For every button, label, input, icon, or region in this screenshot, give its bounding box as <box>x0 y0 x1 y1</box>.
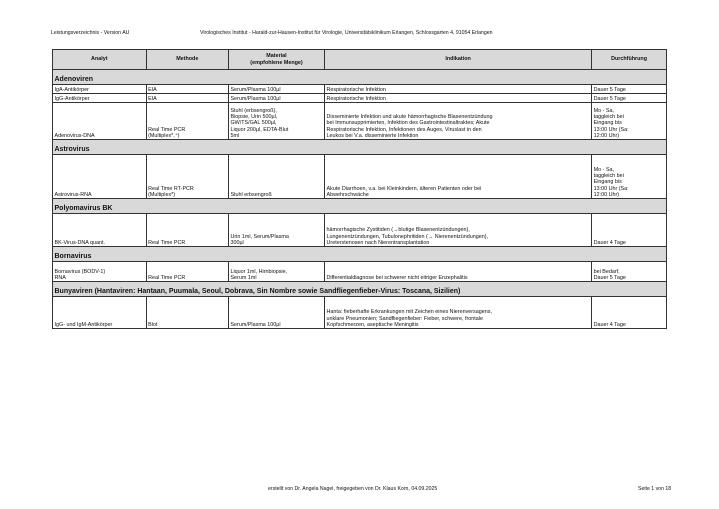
cell-durchfuehrung-line: bei Bedarf, <box>593 268 620 275</box>
cell-analyt-line: IgA-Antikörper <box>54 86 89 93</box>
cell-durchfuehrung <box>592 214 667 247</box>
cell-durchfuehrung-line: Eingang bis <box>593 179 622 186</box>
cell-indikation <box>325 85 592 94</box>
table-row <box>53 85 667 94</box>
section-title: Polyomavirus BK <box>53 199 667 214</box>
cell-methode-line: EIA <box>148 95 157 102</box>
services-table <box>52 49 667 329</box>
document-header-right: Virologisches Institut - Harald-zur-Hausen-Institut für Virologie, Universitätsklinikum Erlangen, Schlossgarten 4, 91054 Erlangen <box>200 30 493 36</box>
cell-indikation-line: Respiratorische Infektion <box>326 95 386 102</box>
cell-analyt-line: IgG-Antikörper <box>54 95 90 102</box>
column-header-material-line2: (empfohlene Menge) <box>250 59 303 66</box>
cell-material <box>228 94 324 103</box>
cell-material-line: Liquor 200µl, EDTA-Blut <box>230 126 289 133</box>
cell-indikation <box>325 94 592 103</box>
cell-analyt-line: Bornavirus (BODV-1) <box>54 268 106 275</box>
table-row <box>53 262 667 282</box>
section-header-row <box>53 282 667 297</box>
section-header-row <box>53 247 667 262</box>
cell-analyt <box>53 103 147 140</box>
cell-material <box>228 155 324 199</box>
cell-methode-line: (Multiplex*,⁺) <box>148 132 180 139</box>
cell-methode <box>146 262 228 282</box>
cell-material-line: Serum 1ml <box>230 274 257 281</box>
cell-material-line: Liquor 1ml, Hirnbiopsie, <box>230 268 288 275</box>
cell-material <box>228 214 324 247</box>
section-title: Adenoviren <box>53 70 667 85</box>
cell-material-line: Urin 1ml, Serum/Plasma <box>230 233 289 240</box>
cell-indikation-line: Differentialdiagnose bei schwerer nicht eitriger Enzephalitis <box>326 274 468 281</box>
cell-methode-line: Real Time PCR <box>148 126 186 133</box>
cell-durchfuehrung-line: 13:00 Uhr (Sa: <box>593 185 629 192</box>
cell-indikation-line: Ureterstenosen nach Nierentransplantation <box>326 239 430 246</box>
cell-methode <box>146 94 228 103</box>
cell-methode-line: (Multiplex*) <box>148 191 176 198</box>
cell-indikation-line: Leukos bei V.a. disseminierte Infektion <box>326 132 419 139</box>
cell-material <box>228 297 324 329</box>
cell-indikation <box>325 103 592 140</box>
cell-methode-line: Real Time PCR <box>148 239 186 246</box>
cell-analyt <box>53 85 147 94</box>
cell-material <box>228 262 324 282</box>
section-title: Bunyaviren (Hantaviren: Hantaan, Puumala, Seoul, Dobrava, Sin Nombre sowie Sandfliegenfieber-Virus: Toscana, Sizilien) <box>53 282 667 297</box>
cell-methode <box>146 85 228 94</box>
cell-durchfuehrung-line: taggleich bei <box>593 114 624 121</box>
cell-material-line: Stuhl (erbsengroß), <box>230 107 277 114</box>
section-title: Bornavirus <box>53 247 667 262</box>
cell-durchfuehrung-line: Dauer 5 Tage <box>593 95 626 102</box>
cell-material <box>228 103 324 140</box>
cell-indikation-line: Respiratorische Infektion <box>326 86 386 93</box>
table-row <box>53 94 667 103</box>
cell-methode-line: Real Time PCR <box>148 274 186 281</box>
cell-methode <box>146 155 228 199</box>
column-header-durchfuehrung: Durchführung <box>592 50 667 70</box>
cell-analyt <box>53 94 147 103</box>
cell-indikation <box>325 155 592 199</box>
cell-durchfuehrung-line: Dauer 4 Tage <box>593 239 626 246</box>
cell-durchfuehrung-line: Eingang bis <box>593 120 622 127</box>
cell-analyt-line: BK-Virus-DNA quant. <box>54 239 106 246</box>
cell-analyt <box>53 214 147 247</box>
cell-methode <box>146 297 228 329</box>
cell-indikation <box>325 297 592 329</box>
column-header-indikation: Indikation <box>325 50 592 70</box>
cell-durchfuehrung <box>592 94 667 103</box>
table-row <box>53 155 667 199</box>
cell-analyt-line: Astrovirus-RNA <box>54 191 92 198</box>
cell-durchfuehrung <box>592 297 667 329</box>
table-body <box>53 70 667 329</box>
cell-material-line: GW/TS/GAL 500µl, <box>230 120 277 127</box>
cell-durchfuehrung <box>592 155 667 199</box>
cell-methode <box>146 103 228 140</box>
cell-material-line: Stuhl erbsengroß <box>230 191 272 198</box>
document-header-left: Leistungsverzeichnis - Version AU <box>51 30 130 36</box>
cell-indikation-line: Abwehrschwäche <box>326 191 369 198</box>
table-row <box>53 103 667 140</box>
cell-material <box>228 85 324 94</box>
cell-indikation <box>325 262 592 282</box>
cell-methode-line: Real Time RT-PCR <box>148 185 194 192</box>
table-row <box>53 214 667 247</box>
cell-material-line: 300µl <box>230 239 244 246</box>
cell-analyt-line: RNA <box>54 274 66 281</box>
cell-methode-line: EIA <box>148 86 157 93</box>
cell-analyt <box>53 155 147 199</box>
cell-material-line: Serum/Plasma 100µl <box>230 86 281 93</box>
cell-durchfuehrung-line: Dauer 4 Tage <box>593 321 626 328</box>
section-header-row <box>53 70 667 85</box>
cell-durchfuehrung <box>592 262 667 282</box>
cell-indikation-line: Kopfschmerzen, aseptische Meningitis <box>326 321 419 328</box>
cell-analyt-line: Adenovirus-DNA <box>54 132 95 139</box>
cell-analyt <box>53 297 147 329</box>
cell-indikation-line: Akute Diarrhoen, v.a. bei Kleinkindern, älteren Patienten oder bei <box>326 185 482 192</box>
cell-durchfuehrung-line: taggleich bei <box>593 173 624 180</box>
cell-analyt <box>53 262 147 282</box>
column-header-analyt: Analyt <box>53 50 147 70</box>
cell-durchfuehrung-line: Dauer 5 Tage <box>593 86 626 93</box>
section-header-row <box>53 199 667 214</box>
cell-analyt-line: IgG- und IgM-Antikörper <box>54 321 113 328</box>
cell-indikation <box>325 214 592 247</box>
cell-material-line: 5ml <box>230 132 240 139</box>
cell-durchfuehrung-line: 12:00 Uhr) <box>593 191 620 198</box>
cell-durchfuehrung-line: Mo - Sa, <box>593 166 614 173</box>
cell-durchfuehrung-line: 12:00 Uhr) <box>593 132 620 139</box>
table-header-row <box>53 50 667 70</box>
cell-methode <box>146 214 228 247</box>
cell-indikation-line: Respiratorische Infektion, Infektionen des Auges, Viruslast in den <box>326 126 482 133</box>
cell-indikation-line: hämorrhagische Zystitiden (→blutige Blasenentzündungen), <box>326 227 470 234</box>
section-title: Astrovirus <box>53 140 667 155</box>
cell-methode-line: Blot <box>148 321 158 328</box>
cell-durchfuehrung-line: Mo - Sa, <box>593 107 614 114</box>
cell-durchfuehrung <box>592 85 667 94</box>
column-header-methode: Methode <box>146 50 228 70</box>
column-header-material <box>228 50 324 70</box>
footer-page-number: Seite 1 von 18 <box>638 486 672 492</box>
cell-material-line: Serum/Plasma 100µl <box>230 95 281 102</box>
footer-author: erstellt von Dr. Angela Nagel, freigegeben von Dr. Klaus Korn, 04.09.2025 <box>268 486 438 492</box>
cell-indikation-line: unklare Pneumonien; Sandfliegenfieber: Fieber, schwere, frontale <box>326 315 483 322</box>
cell-durchfuehrung-line: Dauer 5 Tage <box>593 274 626 281</box>
cell-indikation-line: bei Immunsupprimierten, Infektion des Gastrointestinaltraktes; Akute <box>326 120 490 127</box>
cell-indikation-line: Disseminierte Infektion und akute hämorrhagische Blasenentzündung <box>326 114 493 121</box>
table-row <box>53 297 667 329</box>
cell-durchfuehrung <box>592 103 667 140</box>
cell-indikation-line: Lungenentzündungen, Tubulonephritiden (→ Nierenentzündungen), <box>326 233 489 240</box>
cell-indikation-line: Hanta: fieberhafte Erkrankungen mit Zeichen eines Nierenversagens, <box>326 309 492 316</box>
cell-durchfuehrung-line: 13:00 Uhr (Sa: <box>593 126 629 133</box>
section-header-row <box>53 140 667 155</box>
column-header-material-line1: Material <box>266 53 287 60</box>
cell-material-line: Serum/Plasma 100µl <box>230 321 281 328</box>
cell-material-line: Biopsie, Urin 500µl, <box>230 114 278 121</box>
